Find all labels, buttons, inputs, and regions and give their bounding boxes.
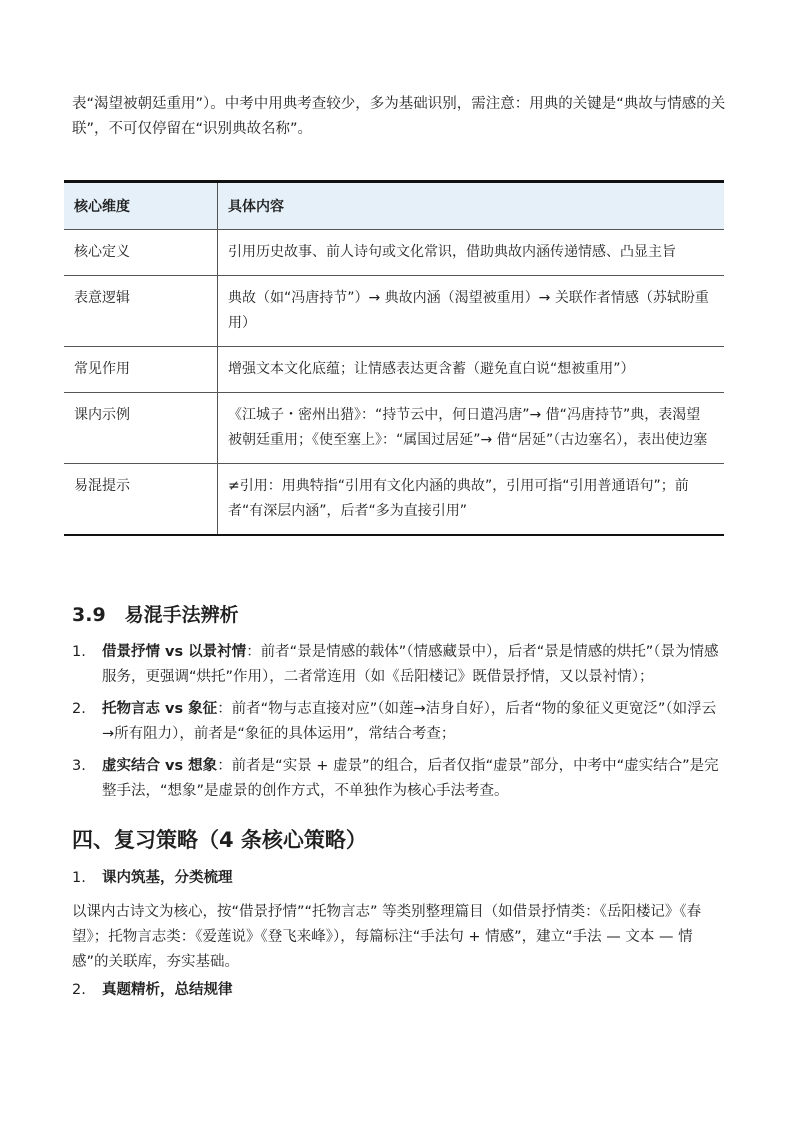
row-content: ≠引用：用典特指“引用有文化内涵的典故”，引用可指“引用普通语句”；前者“有深层内涵”，后者“多为直接引用”: [218, 464, 725, 536]
list-item: [72, 640, 728, 690]
list-text: ：前者是“实景 + 虚景”的组合，后者仅指“虚景”部分，中考中“虚实结合”是完整手法，“想象”是虚景的创作方式，不单独作为核心手法考查。: [102, 758, 719, 799]
row-dimension: 核心定义: [64, 230, 218, 276]
table-row: [64, 393, 724, 464]
strategy-subheading: [72, 978, 728, 1003]
row-dimension: 常见作用: [64, 347, 218, 393]
technique-table: [64, 180, 724, 536]
list-item: [72, 697, 728, 747]
table-row: [64, 230, 724, 276]
row-dimension: 易混提示: [64, 464, 218, 536]
row-content: 《江城子・密州出猎》：“持节云中，何日遣冯唐”→ 借“冯唐持节”典，表渴望被朝廷重用；《使至塞上》：“属国过居延”→ 借“居延”（古边塞名），表出使边塞: [218, 393, 725, 464]
header-content: 具体内容: [218, 182, 725, 230]
list-term: 借景抒情 vs 以景衬情: [102, 644, 247, 660]
header-dimension: 核心维度: [64, 182, 218, 230]
list-item: [72, 754, 728, 804]
row-content: 典故（如“冯唐持节”）→ 典故内涵（渴望被重用）→ 关联作者情感（苏轼盼重用）: [218, 276, 725, 347]
table-header-row: [64, 182, 724, 230]
subheading-text: 真题精析，总结规律: [102, 982, 233, 998]
list-term: 托物言志 vs 象征: [102, 701, 218, 717]
row-content: 增强文本文化底蕴；让情感表达更含蓄（避免直白说“想被重用”）: [218, 347, 725, 393]
list-number: 2.: [72, 701, 86, 717]
list-text: ：前者“物与志直接对应”（如莲→洁身自好），后者“物的象征义更宽泛”（如浮云→所有阻力），前者是“象征的具体运用”，常结合考查；: [102, 701, 717, 742]
section-heading-4: 四、复习策略（4 条核心策略）: [72, 828, 367, 852]
list-number: 1.: [72, 870, 86, 886]
subheading-text: 课内筑基，分类梳理: [102, 870, 233, 886]
section-heading-3-9: 3.9 易混手法辨析: [72, 604, 239, 626]
list-number: 3.: [72, 758, 86, 774]
intro-paragraph: 表“渴望被朝廷重用”）。中考中用典考查较少，多为基础识别，需注意：用典的关键是“典故与情感的关联”，不可仅停留在“识别典故名称”。: [72, 96, 726, 137]
table-row: [64, 464, 724, 536]
strategy-paragraph: 以课内古诗文为核心，按“借景抒情”“托物言志” 等类别整理篇目（如借景抒情类：《岳阳楼记》《春望》；托物言志类：《爱莲说》《登飞来峰》），每篇标注“手法句 + 情感”，建立“手法 — 文本 — 情感”的关联库，夯实基础。: [72, 904, 702, 970]
strategy-subheading: [72, 866, 728, 891]
row-dimension: 表意逻辑: [64, 276, 218, 347]
row-dimension: 课内示例: [64, 393, 218, 464]
table-row: [64, 276, 724, 347]
list-number: 2.: [72, 982, 86, 998]
list-term: 虚实结合 vs 想象: [102, 758, 218, 774]
row-content: 引用历史故事、前人诗句或文化常识，借助典故内涵传递情感、凸显主旨: [218, 230, 725, 276]
table-row: [64, 347, 724, 393]
list-number: 1.: [72, 644, 86, 660]
list-text: ：前者“景是情感的载体”（情感藏景中），后者“景是情感的烘托”（景为情感服务，更强调“烘托”作用），二者常连用（如《岳阳楼记》既借景抒情，又以景衬情）；: [102, 644, 719, 685]
